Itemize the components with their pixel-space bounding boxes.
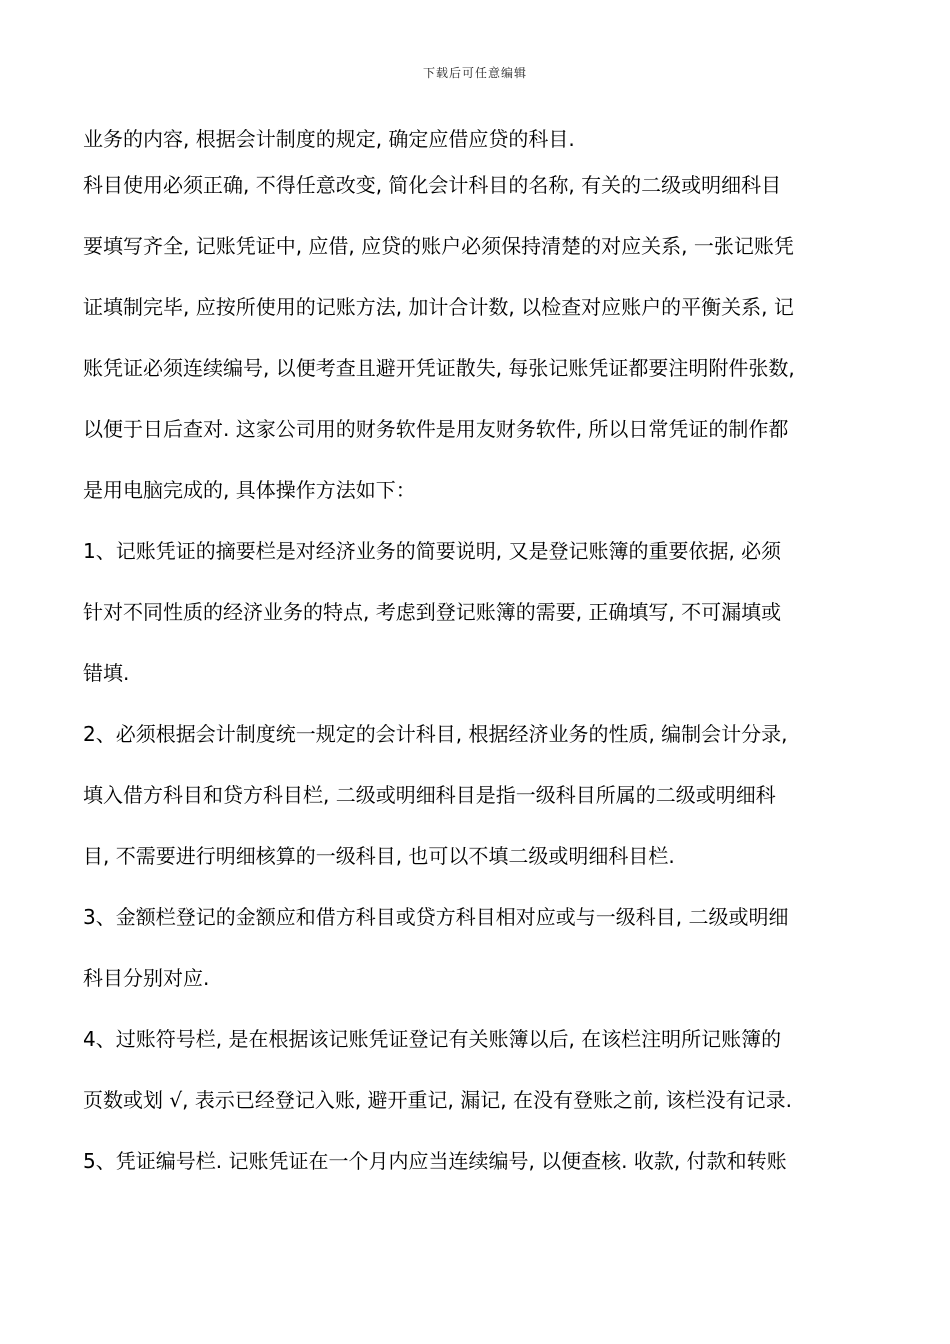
text-line: 科目分别对应. <box>83 966 210 990</box>
page-header: 下载后可任意编辑 <box>422 66 527 80</box>
text-line: 4、过账符号栏, 是在根据该记账凭证登记有关账簿以后, 在该栏注明所记账簿的 <box>83 1027 782 1051</box>
text-line: 证填制完毕, 应按所使用的记账方法, 加计合计数, 以检查对应账户的平衡关系, 记 <box>83 295 794 319</box>
text-line: 3、金额栏登记的金额应和借方科目或贷方科目相对应或与一级科目, 二级或明细 <box>83 905 789 929</box>
text-line: 页数或划 √, 表示已经登记入账, 避开重记, 漏记, 在没有登账之前, 该栏没有记录. <box>83 1088 793 1112</box>
text-line: 以便于日后查对. 这家公司用的财务软件是用友财务软件, 所以日常凭证的制作都 <box>83 417 789 441</box>
text-line: 目, 不需要进行明细核算的一级科目, 也可以不填二级或明细科目栏. <box>83 844 675 868</box>
text-line: 科目使用必须正确, 不得任意改变, 简化会计科目的名称, 有关的二级或明细科目 <box>83 173 782 197</box>
text-line: 1、记账凭证的摘要栏是对经济业务的简要说明, 又是登记账簿的重要依据, 必须 <box>83 539 782 563</box>
text-line: 针对不同性质的经济业务的特点, 考虑到登记账簿的需要, 正确填写, 不可漏填或 <box>83 600 782 624</box>
text-line: 要填写齐全, 记账凭证中, 应借, 应贷的账户必须保持清楚的对应关系, 一张记账凭 <box>83 234 794 258</box>
text-line: 是用电脑完成的, 具体操作方法如下： <box>83 478 416 502</box>
text-line: 账凭证必须连续编号, 以便考查且避开凭证散失, 每张记账凭证都要注明附件张数, <box>83 356 795 380</box>
text-line: 2、必须根据会计制度统一规定的会计科目, 根据经济业务的性质, 编制会计分录, <box>83 722 788 746</box>
text-line: 填入借方科目和贷方科目栏, 二级或明细科目是指一级科目所属的二级或明细科 <box>83 783 776 807</box>
text-line: 5、凭证编号栏. 记账凭证在一个月内应当连续编号, 以便查核. 收款, 付款和转账 <box>83 1149 787 1173</box>
text-line: 错填. <box>83 661 130 685</box>
text-line: 业务的内容, 根据会计制度的规定, 确定应借应贷的科目. <box>83 127 575 151</box>
